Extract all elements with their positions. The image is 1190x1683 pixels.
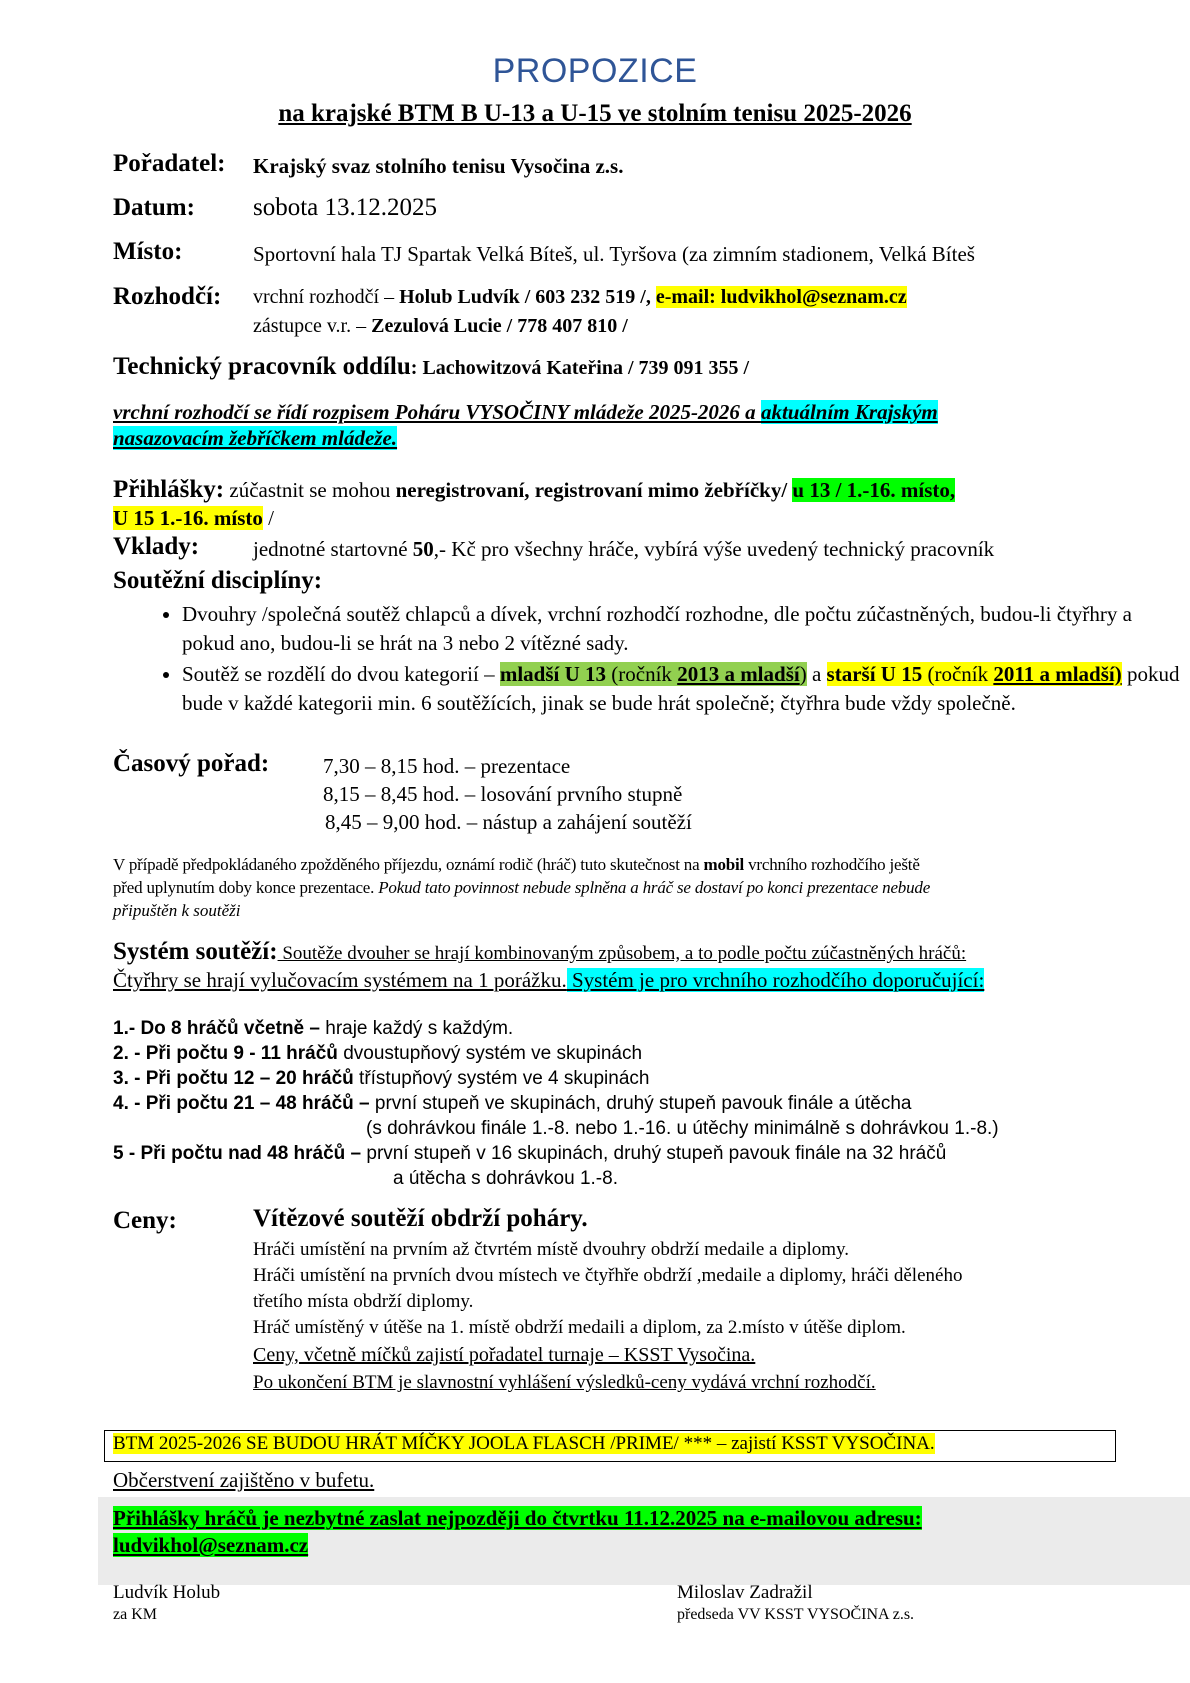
vklady-label: Vklady: <box>113 533 200 560</box>
zp1-c: vrchního rozhodčího ještě <box>744 855 920 874</box>
system-label: Systém soutěží: <box>113 938 278 965</box>
prihlasky-label: Přihlášky: <box>113 476 225 503</box>
page-title: PROPOZICE <box>492 52 698 90</box>
rozhodci-line1 <box>253 286 907 309</box>
micky-text-wrap <box>113 1433 935 1455</box>
d2-h: (ročník <box>922 662 994 686</box>
system-item-1-bold: 1.- Do 8 hráčů včetně – <box>113 1018 326 1039</box>
rozpis-line1-text: vrchní rozhodčí se řídí rozpisem Poháru VYSOČINY mládeže 2025-2026 a <box>113 400 761 424</box>
deadline-line1: Přihlášky hráčů je nezbytné zaslat nejpozději do čtvrtku 11.12.2025 na e-mailovou adresu: <box>113 1506 922 1530</box>
system-item-5-cont-text: a útěcha s dohrávkou 1.-8. <box>393 1168 618 1189</box>
system-item-5 <box>113 1143 946 1165</box>
rozpis-line1 <box>113 400 938 425</box>
deadline-line2-wrap <box>113 1533 308 1558</box>
rozpis-line2-highlight: nasazovacím žebříčkem mládeže. <box>113 426 398 450</box>
ceny-headline: Vítězové soutěží obdrží poháry. <box>253 1205 588 1232</box>
d2-starsi <box>827 662 1122 686</box>
prihlasky-u13: u 13 / 1.-16. místo, <box>792 478 956 502</box>
system-row-2 <box>113 968 984 993</box>
signature-left-role: za KM <box>113 1606 157 1623</box>
rozpis-line2 <box>113 426 397 451</box>
ceny-underlined-2: Po ukončení BTM je slavnostní vyhlášení výsledků-ceny vydává vrchní rozhodčí. <box>253 1372 876 1393</box>
vklady-pre: jednotné startovné <box>253 537 413 561</box>
system-item-1-rest: hraje každý s každým. <box>325 1018 514 1039</box>
misto-value: Sportovní hala TJ Spartak Velká Bíteš, ul. Tyršova (za zimním stadionem, Velká Bíteš <box>253 242 975 266</box>
prihlasky-tail: / <box>262 506 274 530</box>
ceny-line-2: Hráči umístění na prvních dvou místech ve čtyřhře obdrží ,medaile a diplomy, hráči děleného <box>253 1265 963 1286</box>
casovy-row-2: 8,15 – 8,45 hod. – losování prvního stupně <box>323 782 683 806</box>
system-item-2 <box>113 1043 642 1065</box>
casovy-row-1: 7,30 – 8,15 hod. – prezentace <box>323 754 571 778</box>
system-item-1 <box>113 1018 513 1040</box>
system-item-4-rest: první stupeň ve skupinách, druhý stupeň pavouk finále a útěcha <box>374 1093 912 1114</box>
vklady-post: ,- Kč pro všechny hráče, vybírá výše uvedený technický pracovník <box>433 537 995 561</box>
d2-d: 2013 a mladší <box>677 662 800 686</box>
system-line2b: Systém je pro vrchního rozhodčího doporučující: <box>566 968 985 992</box>
deadline-email: ludvikhol@seznam.cz <box>113 1533 309 1557</box>
d2-i: 2011 a mladší) <box>993 662 1122 686</box>
rozhodci-email: e-mail: ludvikhol@seznam.cz <box>655 286 907 308</box>
ceny-line-3: třetího místa obdrží diplomy. <box>253 1291 474 1312</box>
system-item-5-cont <box>393 1168 618 1190</box>
rozhodci-line2 <box>253 315 628 338</box>
d2-g: starší U 15 <box>826 662 923 686</box>
system-item-3-bold: 3. - Při počtu 12 – 20 hráčů <box>113 1068 360 1089</box>
prihlasky-text2: neregistrovaní, registrovaní mimo žebříčky/ <box>395 478 793 502</box>
ceny-label: Ceny: <box>113 1207 177 1234</box>
system-item-2-bold: 2. - Při počtu 9 - 11 hráčů <box>113 1043 344 1064</box>
discipliny-label: Soutěžní disciplíny: <box>113 567 323 594</box>
system-line1: Soutěže dvouher se hrají kombinovaným způsobem, a to podle počtu zúčastněných hráčů: <box>277 943 967 964</box>
d2-j: pokud bude v každé kategorii min. 6 soutěžících, jinak se bude hrát společně; čtyřhra bude vždy společně. <box>182 662 1180 715</box>
vklady-amount: 50 <box>412 537 434 561</box>
prihlasky-text1: zúčastnit se mohou <box>224 478 396 502</box>
technicky-label: Technický pracovník oddílu <box>113 353 411 380</box>
discipliny-item-2 <box>182 660 1182 718</box>
system-item-3 <box>113 1068 649 1090</box>
discipliny-item-1: • Dvouhry /společná soutěž chlapců a dívek, vrchní rozhodčí rozhodne, dle počtu zúčastněných, budou-li čtyřhry a pokud ano, budou-li se hrát na 3 nebo 2 vítězné sady. <box>182 600 1182 658</box>
poradatel-value: Krajský svaz stolního tenisu Vysočina z.s. <box>253 154 624 178</box>
rozhodci-line1-name: Holub Ludvík / 603 232 519 /, <box>399 286 656 308</box>
system-item-4 <box>113 1093 911 1115</box>
system-row-1 <box>113 938 966 966</box>
d2-a: Soutěž se rozdělí do dvou kategorií – <box>182 662 500 686</box>
system-item-5-bold: 5 - Při počtu nad 48 hráčů – <box>113 1143 367 1164</box>
zp1-a: V případě předpokládaného zpožděného příjezdu, oznámí rodič (hráč) tuto skutečnost na <box>113 855 704 874</box>
system-item-2-rest: dvoustupňový systém ve skupinách <box>343 1043 643 1064</box>
technicky-value: : Lachowitzová Kateřina / 739 091 355 / <box>410 357 750 379</box>
discipliny-list <box>140 600 1182 720</box>
signature-right-role: předseda VV KSST VYSOČINA z.s. <box>677 1606 915 1623</box>
d2-mladsi <box>500 662 807 686</box>
rozhodci-line2-name: Zezulová Lucie / 778 407 810 / <box>371 315 628 337</box>
d2-f: a <box>806 662 827 686</box>
poradatel-label: Pořadatel: <box>113 150 226 177</box>
system-item-3-rest: třístupňový systém ve 4 skupinách <box>359 1068 650 1089</box>
zp2-b: Pokud tato povinnost nebude splněna a hráč se dostaví po konci prezentace nebude <box>378 878 931 897</box>
casovy-label: Časový pořad: <box>113 750 270 777</box>
vklady-value <box>253 537 994 562</box>
micky-text: BTM 2025-2026 SE BUDOU HRÁT MÍČKY JOOLA FLASCH /PRIME/ *** – zajistí KSST VYSOČINA. <box>113 1433 935 1454</box>
obcerstveni: Občerstvení zajištěno v bufetu. <box>113 1468 375 1492</box>
d2-b: mladší U 13 <box>499 662 607 686</box>
signature-left-name: Ludvík Holub <box>113 1582 221 1603</box>
rozpis-line1-highlight: aktuálním Krajským <box>760 400 938 424</box>
ceny-line-1: Hráči umístění na prvním až čtvrtém místě dvouhry obdrží medaile a diplomy. <box>253 1239 850 1260</box>
zp1-b: mobil <box>703 855 745 874</box>
zpozdeni-line3: připuštěn k soutěži <box>113 901 241 920</box>
system-item-4-cont-text: (s dohrávkou finále 1.-8. nebo 1.-16. u útěchy minimálně s dohrávkou 1.-8.) <box>366 1118 999 1139</box>
rozhodci-line2-prefix: zástupce v.r. – <box>253 315 372 337</box>
system-item-4-cont <box>366 1118 999 1140</box>
signature-right-name: Miloslav Zadražil <box>677 1582 813 1603</box>
page-subtitle: na krajské BTM B U-13 a U-15 ve stolním tenisu 2025-2026 <box>278 100 912 127</box>
misto-label: Místo: <box>113 238 183 265</box>
d2-c: (ročník <box>606 662 678 686</box>
system-item-5-rest: první stupeň v 16 skupinách, druhý stupeň pavouk finále na 32 hráčů <box>366 1143 947 1164</box>
rozhodci-label: Rozhodčí: <box>113 283 222 310</box>
zpozdeni-line2 <box>113 878 930 898</box>
ceny-underlined-1: Ceny, včetně míčků zajistí pořadatel turnaje – KSST Vysočina. <box>253 1344 756 1366</box>
datum-label: Datum: <box>113 194 195 221</box>
technicky-row <box>113 353 749 381</box>
casovy-row-3: 8,45 – 9,00 hod. – nástup a zahájení soutěží <box>325 810 692 834</box>
rozhodci-line1-prefix: vrchní rozhodčí – <box>253 286 400 308</box>
zp2-a: před uplynutím doby konce prezentace. <box>113 878 379 897</box>
prihlasky-u15: U 15 1.-16. místo <box>113 506 263 530</box>
system-item-4-bold: 4. - Při počtu 21 – 48 hráčů – <box>113 1093 375 1114</box>
ceny-line-4: Hráč umístěný v útěše na 1. místě obdrží medaili a diplom, za 2.místo v útěše diplom. <box>253 1317 906 1338</box>
deadline-line1-wrap <box>113 1506 922 1531</box>
system-line2a: Čtyřhry se hrají vylučovacím systémem na 1 porážku. <box>113 968 567 992</box>
prihlasky-row2 <box>113 506 274 531</box>
prihlasky-row <box>113 476 955 504</box>
d2-e: ) <box>799 662 807 686</box>
datum-value: sobota 13.12.2025 <box>253 194 438 221</box>
zpozdeni-line1 <box>113 855 920 875</box>
